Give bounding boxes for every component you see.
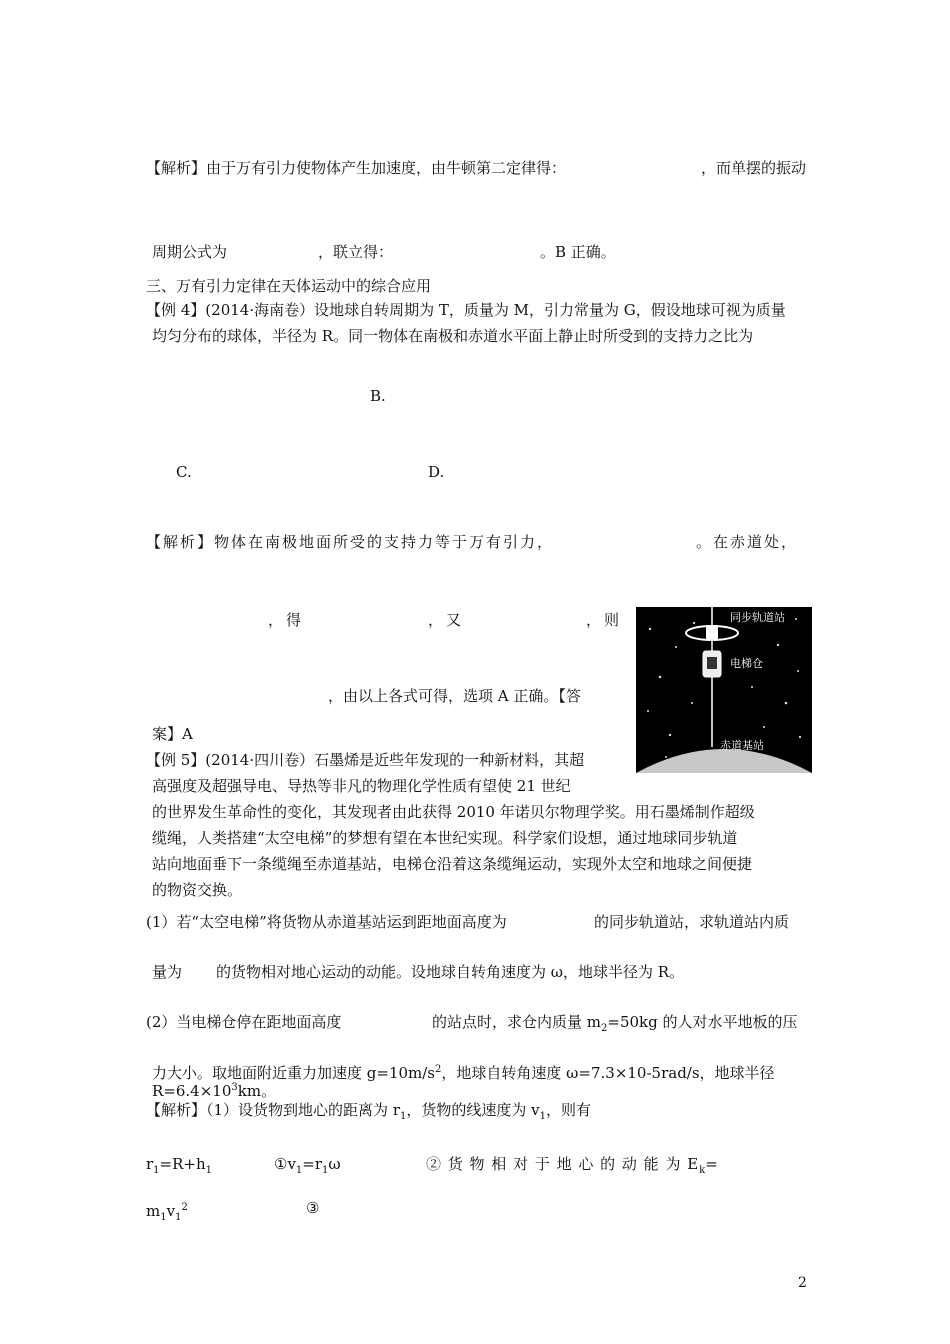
text: 的物资交换。: [152, 881, 243, 899]
analysis-5-eq-4: [146, 1198, 188, 1228]
text: C.: [176, 463, 192, 481]
space-elevator-figure: [636, 607, 812, 773]
subscript: 1: [539, 1111, 546, 1122]
text: 【解析】物体在南极地面所受的支持力等于万有引力，: [146, 533, 555, 551]
option-b: [370, 386, 386, 406]
text: 站向地面垂下一条缆绳至赤道基站，电梯仓沿着这条缆绳运动，实现外太空和地球之间便捷: [152, 855, 753, 873]
example-5-line-5: [152, 854, 752, 874]
text: ③: [306, 1199, 320, 1217]
analysis-4-line-2b: [428, 610, 464, 630]
text: 的货物相对地心运动的动能。设地球自转角速度为 ω，地球半径为 R。: [216, 963, 685, 981]
space-elevator-illustration: [636, 607, 812, 773]
line-analysis-2c: [540, 242, 616, 262]
subscript: 1: [399, 1111, 407, 1122]
subscript: 1: [205, 1165, 213, 1176]
example-5-line-1: [146, 750, 584, 770]
subscript: 2: [601, 1023, 608, 1034]
text: (2）当电梯仓停在距地面高度: [146, 1013, 342, 1031]
analysis-5-line-1: [146, 1100, 591, 1127]
text: 【解析】由于万有引力使物体产生加速度，由牛顿第二定律得：: [146, 159, 567, 177]
subscript: 1: [153, 1165, 160, 1176]
label-orbit-station: 同步轨道站: [730, 611, 785, 624]
text: ω: [328, 1155, 341, 1173]
text: D.: [428, 463, 445, 481]
text: ，得: [268, 611, 305, 629]
superscript: 2: [435, 1064, 442, 1075]
section-heading: [146, 276, 431, 296]
subscript: 1: [175, 1212, 182, 1223]
text: ，货物的线速度为 v: [406, 1101, 540, 1119]
example-5-line-6: [152, 880, 242, 900]
text: 高强度及超强导电、导热等非凡的物理化学性质有望使 21 世纪: [152, 777, 571, 795]
text: km。: [237, 1082, 277, 1100]
text: ② 货 物 相 对 于 地 心 的 动 能 为 E: [426, 1155, 700, 1173]
question-1-line-2a: [152, 962, 182, 982]
line-analysis-1: [146, 158, 806, 178]
analysis-4-line-1b: [696, 532, 798, 552]
subscript: k: [699, 1165, 706, 1176]
text: r: [146, 1155, 154, 1173]
question-2-line-1b: [432, 1012, 798, 1039]
text: =r: [302, 1155, 323, 1173]
text: 的站点时，求仓内质量 m: [432, 1013, 601, 1031]
page-number: 2: [798, 1275, 807, 1291]
question-2-line-3: [152, 1078, 276, 1101]
text: m: [146, 1202, 161, 1220]
text: 案】A: [152, 725, 193, 743]
analysis-4-line-1a: [146, 532, 554, 552]
analysis-4-line-2c: [586, 610, 622, 630]
text: 缆绳，人类搭建“太空电梯”的梦想有望在本世纪实现。科学家们设想，通过地球同步轨道: [152, 829, 738, 847]
label-elevator: 电梯仓: [730, 657, 763, 670]
text: =50kg 的人对水平地板的压: [607, 1013, 798, 1031]
earth-surface: [636, 749, 812, 773]
text: 【例 4】(2014·海南卷）设地球自转周期为 T，质量为 M，引力常量为 G，假设地球可视为质量: [146, 301, 786, 319]
text: 均匀分布的球体，半径为 R。同一物体在南极和赤道水平面上静止时所受到的支持力之比为: [152, 327, 754, 345]
text: 力大小。取地面附近重力加速度 g=10m/s: [152, 1064, 436, 1082]
text: =: [705, 1155, 718, 1173]
analysis-5-eq-1: [146, 1154, 212, 1181]
text: =R+h: [159, 1155, 206, 1173]
text: 【例 5】(2014·四川卷）石墨烯是近些年发现的一种新材料，其超: [146, 751, 585, 769]
question-1-line-2b: [216, 962, 684, 982]
example-5-line-3: [152, 802, 755, 822]
text: ，则有: [545, 1101, 591, 1119]
text: v: [166, 1202, 176, 1220]
text: ①v: [274, 1155, 296, 1173]
analysis-4-answer: [152, 724, 193, 744]
text: B.: [370, 387, 386, 405]
option-d: [428, 462, 444, 482]
text: 的世界发生革命性的变化，其发现者由此获得 2010 年诺贝尔物理学奖。用石墨烯制作超级: [152, 803, 755, 821]
text: ，由以上各式可得，选项 A 正确。【答: [328, 687, 581, 705]
line-analysis-2: [152, 242, 227, 262]
text: 周期公式为: [152, 243, 228, 261]
text: R=6.4×10: [152, 1082, 232, 1100]
subscript: 1: [160, 1212, 167, 1223]
text: 【解析】（1）设货物到地心的距离为 r: [146, 1101, 400, 1119]
example-4-line-1: [146, 300, 786, 320]
text: 量为: [152, 963, 183, 981]
text: ，地球自转角速度 ω=7.3×10-5rad/s，地球半径: [441, 1064, 775, 1082]
superscript: 3: [231, 1082, 238, 1093]
example-4-line-2: [152, 326, 753, 346]
subscript: 1: [295, 1165, 303, 1176]
text: 。在赤道处，: [696, 533, 799, 551]
superscript: 2: [181, 1202, 188, 1213]
question-1-line-1b: [594, 912, 789, 932]
text: ，则: [586, 611, 623, 629]
text: (1）若“太空电梯”将货物从赤道基站运到距地面高度为: [146, 913, 507, 931]
text: ，联立得：: [318, 243, 394, 261]
analysis-4-line-3: [328, 686, 581, 706]
text: 。B 正确。: [540, 243, 616, 261]
analysis-5-eq-3: [426, 1154, 718, 1181]
example-5-line-4: [152, 828, 737, 848]
example-5-line-2: [152, 776, 571, 796]
label-base-station: 赤道基站: [720, 739, 764, 752]
option-c: [176, 462, 192, 482]
subscript: 1: [322, 1165, 329, 1176]
analysis-5-eq-4b: [306, 1198, 319, 1218]
text: 的同步轨道站，求轨道站内质: [594, 913, 790, 931]
question-2-line-1a: [146, 1012, 341, 1032]
analysis-5-eq-2: [274, 1154, 341, 1181]
cabin-window: [707, 657, 717, 669]
text: ，而单摆的振动: [700, 159, 806, 177]
text: 三、万有引力定律在天体运动中的综合应用: [146, 277, 432, 295]
text: ，又: [428, 611, 465, 629]
analysis-4-line-2a: [268, 610, 304, 630]
question-1-line-1a: [146, 912, 507, 932]
line-analysis-2b: [318, 242, 393, 262]
